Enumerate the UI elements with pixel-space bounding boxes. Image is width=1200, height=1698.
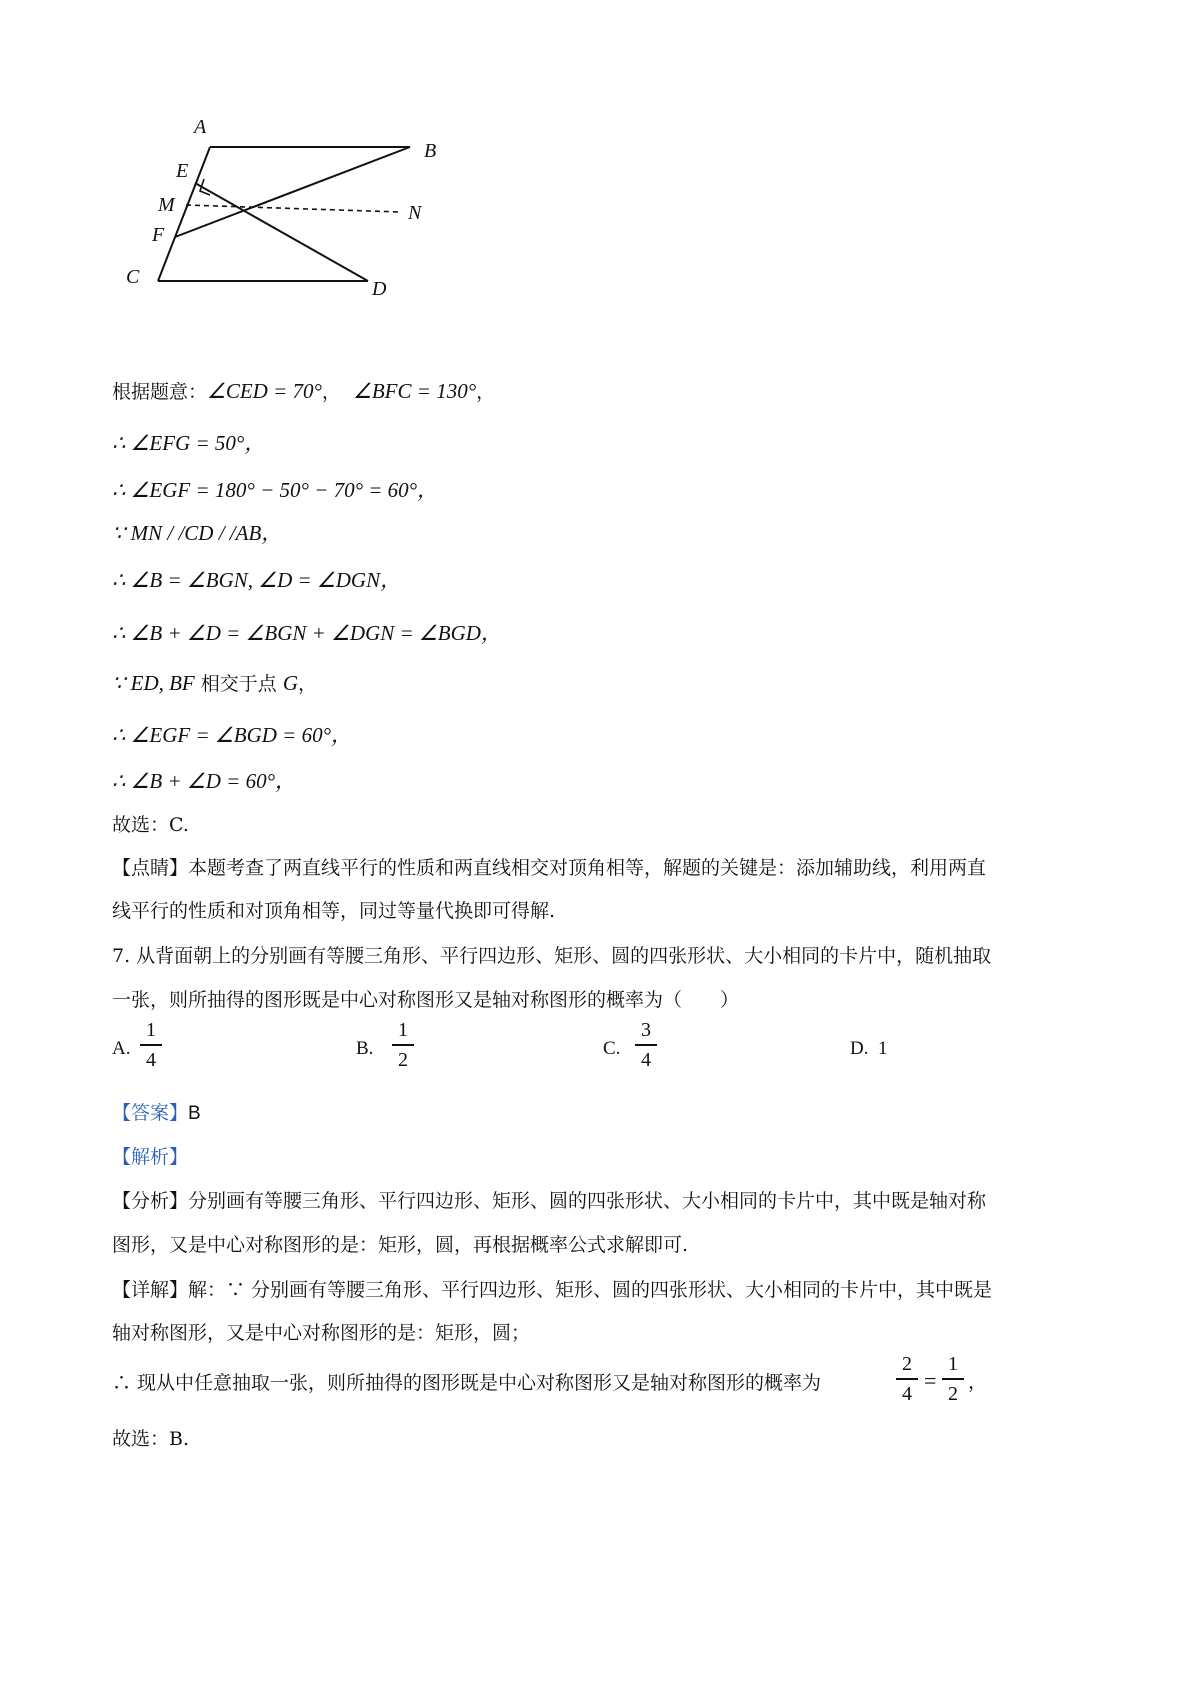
option-c-numerator: 3 <box>641 1019 651 1041</box>
segment-ed <box>195 183 368 281</box>
xiangjie-line-1: 【详解】解：∵ 分别画有等腰三角形、平行四边形、矩形、圆的四张形状、大小相同的卡片中，其中既是 <box>112 1279 993 1301</box>
probability-numerator-1: 2 <box>902 1353 912 1375</box>
probability-denominator-1: 4 <box>902 1382 912 1405</box>
fraction-bar <box>942 1378 964 1380</box>
option-c-label: C. <box>603 1038 621 1059</box>
dianjing-line-2: 线平行的性质和对顶角相等，同过等量代换即可得解. <box>112 900 556 922</box>
solution-line-8: ∴ ∠EGF = ∠BGD = 60°， <box>112 723 352 747</box>
ed-bf: ∵ ED, BF <box>112 671 195 695</box>
point-g: G <box>282 671 299 695</box>
solution-line-5: ∴ ∠B = ∠BGN, ∠D = ∠DGN， <box>112 568 402 592</box>
solution-line-9: ∴ ∠B + ∠D = 60°， <box>112 769 296 793</box>
solution-line-4: ∵ MN / /CD / /AB， <box>112 521 283 545</box>
label-c: C <box>126 266 140 288</box>
probability-numerator-2: 1 <box>948 1353 958 1375</box>
probability-denominator-2: 2 <box>948 1382 958 1405</box>
fraction-bar <box>392 1044 414 1046</box>
angle-bfc: ∠BFC = 130° <box>353 379 477 403</box>
right-angle-mark <box>200 179 210 195</box>
dianjing-line-1: 【点睛】本题考查了两直线平行的性质和两直线相交对顶角相等，解题的关键是：添加辅助线，利用两直 <box>112 857 987 879</box>
question-7-line-2: 一张，则所抽得的图形既是中心对称图形又是轴对称图形的概率为（ ） <box>112 989 740 1011</box>
fenxi-line-2: 图形，又是中心对称图形的是：矩形，圆，再根据概率公式求解即可. <box>112 1234 689 1256</box>
solution-line-7 <box>112 670 317 697</box>
option-a-fraction <box>140 1018 162 1072</box>
final-choice: 故选：B. <box>112 1428 190 1450</box>
solution-line-2: ∴ ∠EFG = 50°， <box>112 431 266 455</box>
label-a: A <box>194 116 207 138</box>
fraction-bar <box>635 1044 657 1046</box>
geometry-figure <box>120 115 600 335</box>
label-d: D <box>372 278 387 300</box>
label-f: F <box>152 224 165 246</box>
solution-choice: 故选：C. <box>112 814 189 836</box>
option-b-denominator: 2 <box>398 1048 408 1071</box>
intersect-text: 相交于点 <box>194 673 283 695</box>
solution-line-3: ∴ ∠EGF = 180° − 50° − 70° = 60°， <box>112 478 439 502</box>
label-e: E <box>176 160 189 182</box>
xiangjie-line-2: 轴对称图形，又是中心对称图形的是：矩形，圆； <box>112 1322 531 1344</box>
option-d-letter: D. <box>850 1038 869 1059</box>
label-b: B <box>424 140 437 162</box>
answer-value: B <box>188 1103 201 1124</box>
probability-fraction-1 <box>896 1352 918 1406</box>
option-c-denominator: 4 <box>641 1048 651 1071</box>
equals-sign: = <box>924 1368 937 1393</box>
solution-line-1-prefix: 根据题意： <box>112 381 208 403</box>
option-a-denominator: 4 <box>146 1048 156 1071</box>
comma: ， <box>476 381 496 403</box>
xiangjie-line-3: ∴ 现从中任意抽取一张，则所抽得的图形既是中心对称图形又是轴对称图形的概率为 <box>112 1372 822 1394</box>
answer-tag: 【答案】 <box>112 1102 189 1124</box>
probability-fraction-2 <box>942 1352 964 1406</box>
option-c-fraction <box>635 1018 657 1072</box>
option-b-fraction <box>392 1018 414 1072</box>
option-b-numerator: 1 <box>398 1019 408 1041</box>
analysis-tag: 【解析】 <box>112 1146 189 1168</box>
label-m: M <box>158 194 175 216</box>
option-a-label: A. <box>112 1038 131 1059</box>
angle-ced: ∠CED = 70° <box>207 379 322 403</box>
question-7-line-1: 7. 从背面朝上的分别画有等腰三角形、平行四边形、矩形、圆的四张形状、大小相同的卡片中，随机抽取 <box>112 945 992 967</box>
xiangjie-line-3-end: ， <box>968 1372 988 1393</box>
solution-line-6: ∴ ∠B + ∠D = ∠BGN + ∠DGN = ∠BGD， <box>112 621 502 645</box>
option-b-label: B. <box>356 1038 374 1059</box>
fenxi-line-1: 【分析】分别画有等腰三角形、平行四边形、矩形、圆的四张形状、大小相同的卡片中，其中既是轴对称 <box>112 1190 987 1212</box>
option-d-label <box>850 1036 887 1062</box>
option-d-value: 1 <box>877 1038 888 1059</box>
label-n: N <box>408 202 422 224</box>
fraction-bar <box>140 1044 162 1046</box>
separator: ， <box>321 381 341 403</box>
answer-line <box>112 1100 201 1127</box>
solution-line-1 <box>112 378 495 405</box>
fraction-bar <box>896 1378 918 1380</box>
comma: ， <box>298 673 318 695</box>
segment-mn <box>186 205 400 212</box>
option-a-numerator: 1 <box>146 1019 156 1041</box>
